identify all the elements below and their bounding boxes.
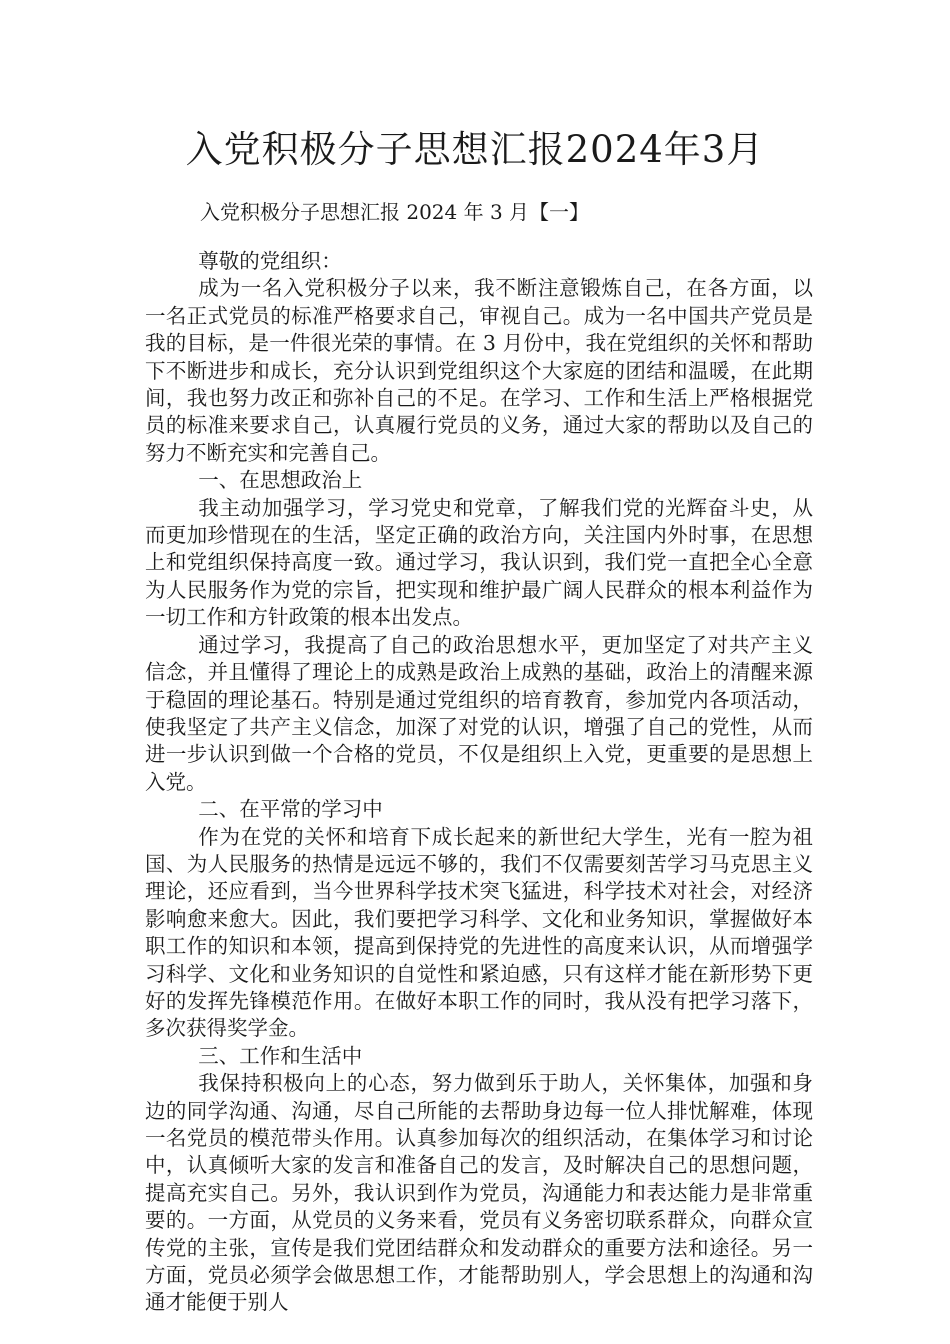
paragraph: 通过学习，我提高了自己的政治思想水平，更加坚定了对共产主义信念，并且懂得了理论上的成熟是政治上成熟的基础，政治上的清醒来源于稳固的理论基石。特别是通过党组织的培育教育，参加党内各项活动，使我坚定了共产主义信念，加深了对党的认识，增强了自己的党性，从而进一步认识到做一个合格的党员，不仅是组织上入党，更重要的是思想上入党。 <box>145 632 813 794</box>
paragraph: 作为在党的关怀和培育下成长起来的新世纪大学生，光有一腔为祖国、为人民服务的热情是远远不够的，我们不仅需要刻苦学习马克思主义理论，还应看到，当今世界科学技术突飞猛进，科学技术对社会，对经济影响愈来愈大。因此，我们要把学习科学、文化和业务知识，掌握做好本职工作的知识和本领，提高到保持党的先进性的高度来认识，从而增强学习科学、文化和业务知识的自觉性和紧迫感，只有这样才能在新形势下更好的发挥先锋模范作用。在做好本职工作的同时，我从没有把学习落下，多次获得奖学金。 <box>145 824 813 1041</box>
document-subtitle: 入党积极分子思想汇报 2024 年 3 月【一】 <box>200 200 590 224</box>
paragraph: 我保持积极向上的心态，努力做到乐于助人，关怀集体，加强和身边的同学沟通、沟通，尽自己所能的去帮助身边每一位人排忧解难，体现一名党员的模范带头作用。认真参加每次的组织活动，在集体学习和讨论中，认真倾听大家的发言和准备自己的发言，及时解决自己的思想问题，提高充实自己。另外，我认识到作为党员，沟通能力和表达能力是非常重要的。一方面，从党员的义务来看，党员有义务密切联系群众，向群众宣传党的主张，宣传是我们党团结群众和发动群众的重要方法和途径。另一方面，党员必须学会做思想工作，才能帮助别人，学会思想上的沟通和沟通才能便于别人 <box>145 1071 813 1315</box>
salutation: 尊敬的党组织： <box>198 249 342 273</box>
section-heading: 三、工作和生活中 <box>198 1043 363 1068</box>
document-title: 入党积极分子思想汇报2024年3月 <box>185 128 765 171</box>
paragraph: 成为一名入党积极分子以来，我不断注意锻炼自己，在各方面，以一名正式党员的标准严格要求自己，审视自己。成为一名中国共产党员是我的目标，是一件很光荣的事情。在 3 月份中，我在党组织的关怀和帮助下不断进步和成长，充分认识到党组织这个大家庭的团结和温暖，在此期间，我也努力改正和弥补自己的不足。在学习、工作和生活上严格根据党员的标准来要求自己，认真履行党员的义务，通过大家的帮助以及自己的努力不断充实和完善自己。 <box>145 276 813 465</box>
section-heading: 一、在思想政治上 <box>198 468 363 493</box>
paragraph: 我主动加强学习，学习党史和党章，了解我们党的光辉奋斗史，从而更加珍惜现在的生活，坚定正确的政治方向，关注国内外时事，在思想上和党组织保持高度一致。通过学习，我认识到，我们党一直把全心全意为人民服务作为党的宗旨，把实现和维护最广阔人民群众的根本利益作为一切工作和方针政策的根本出发点。 <box>145 495 813 630</box>
document-body <box>145 248 813 1317</box>
section-heading: 二、在平常的学习中 <box>198 797 383 822</box>
